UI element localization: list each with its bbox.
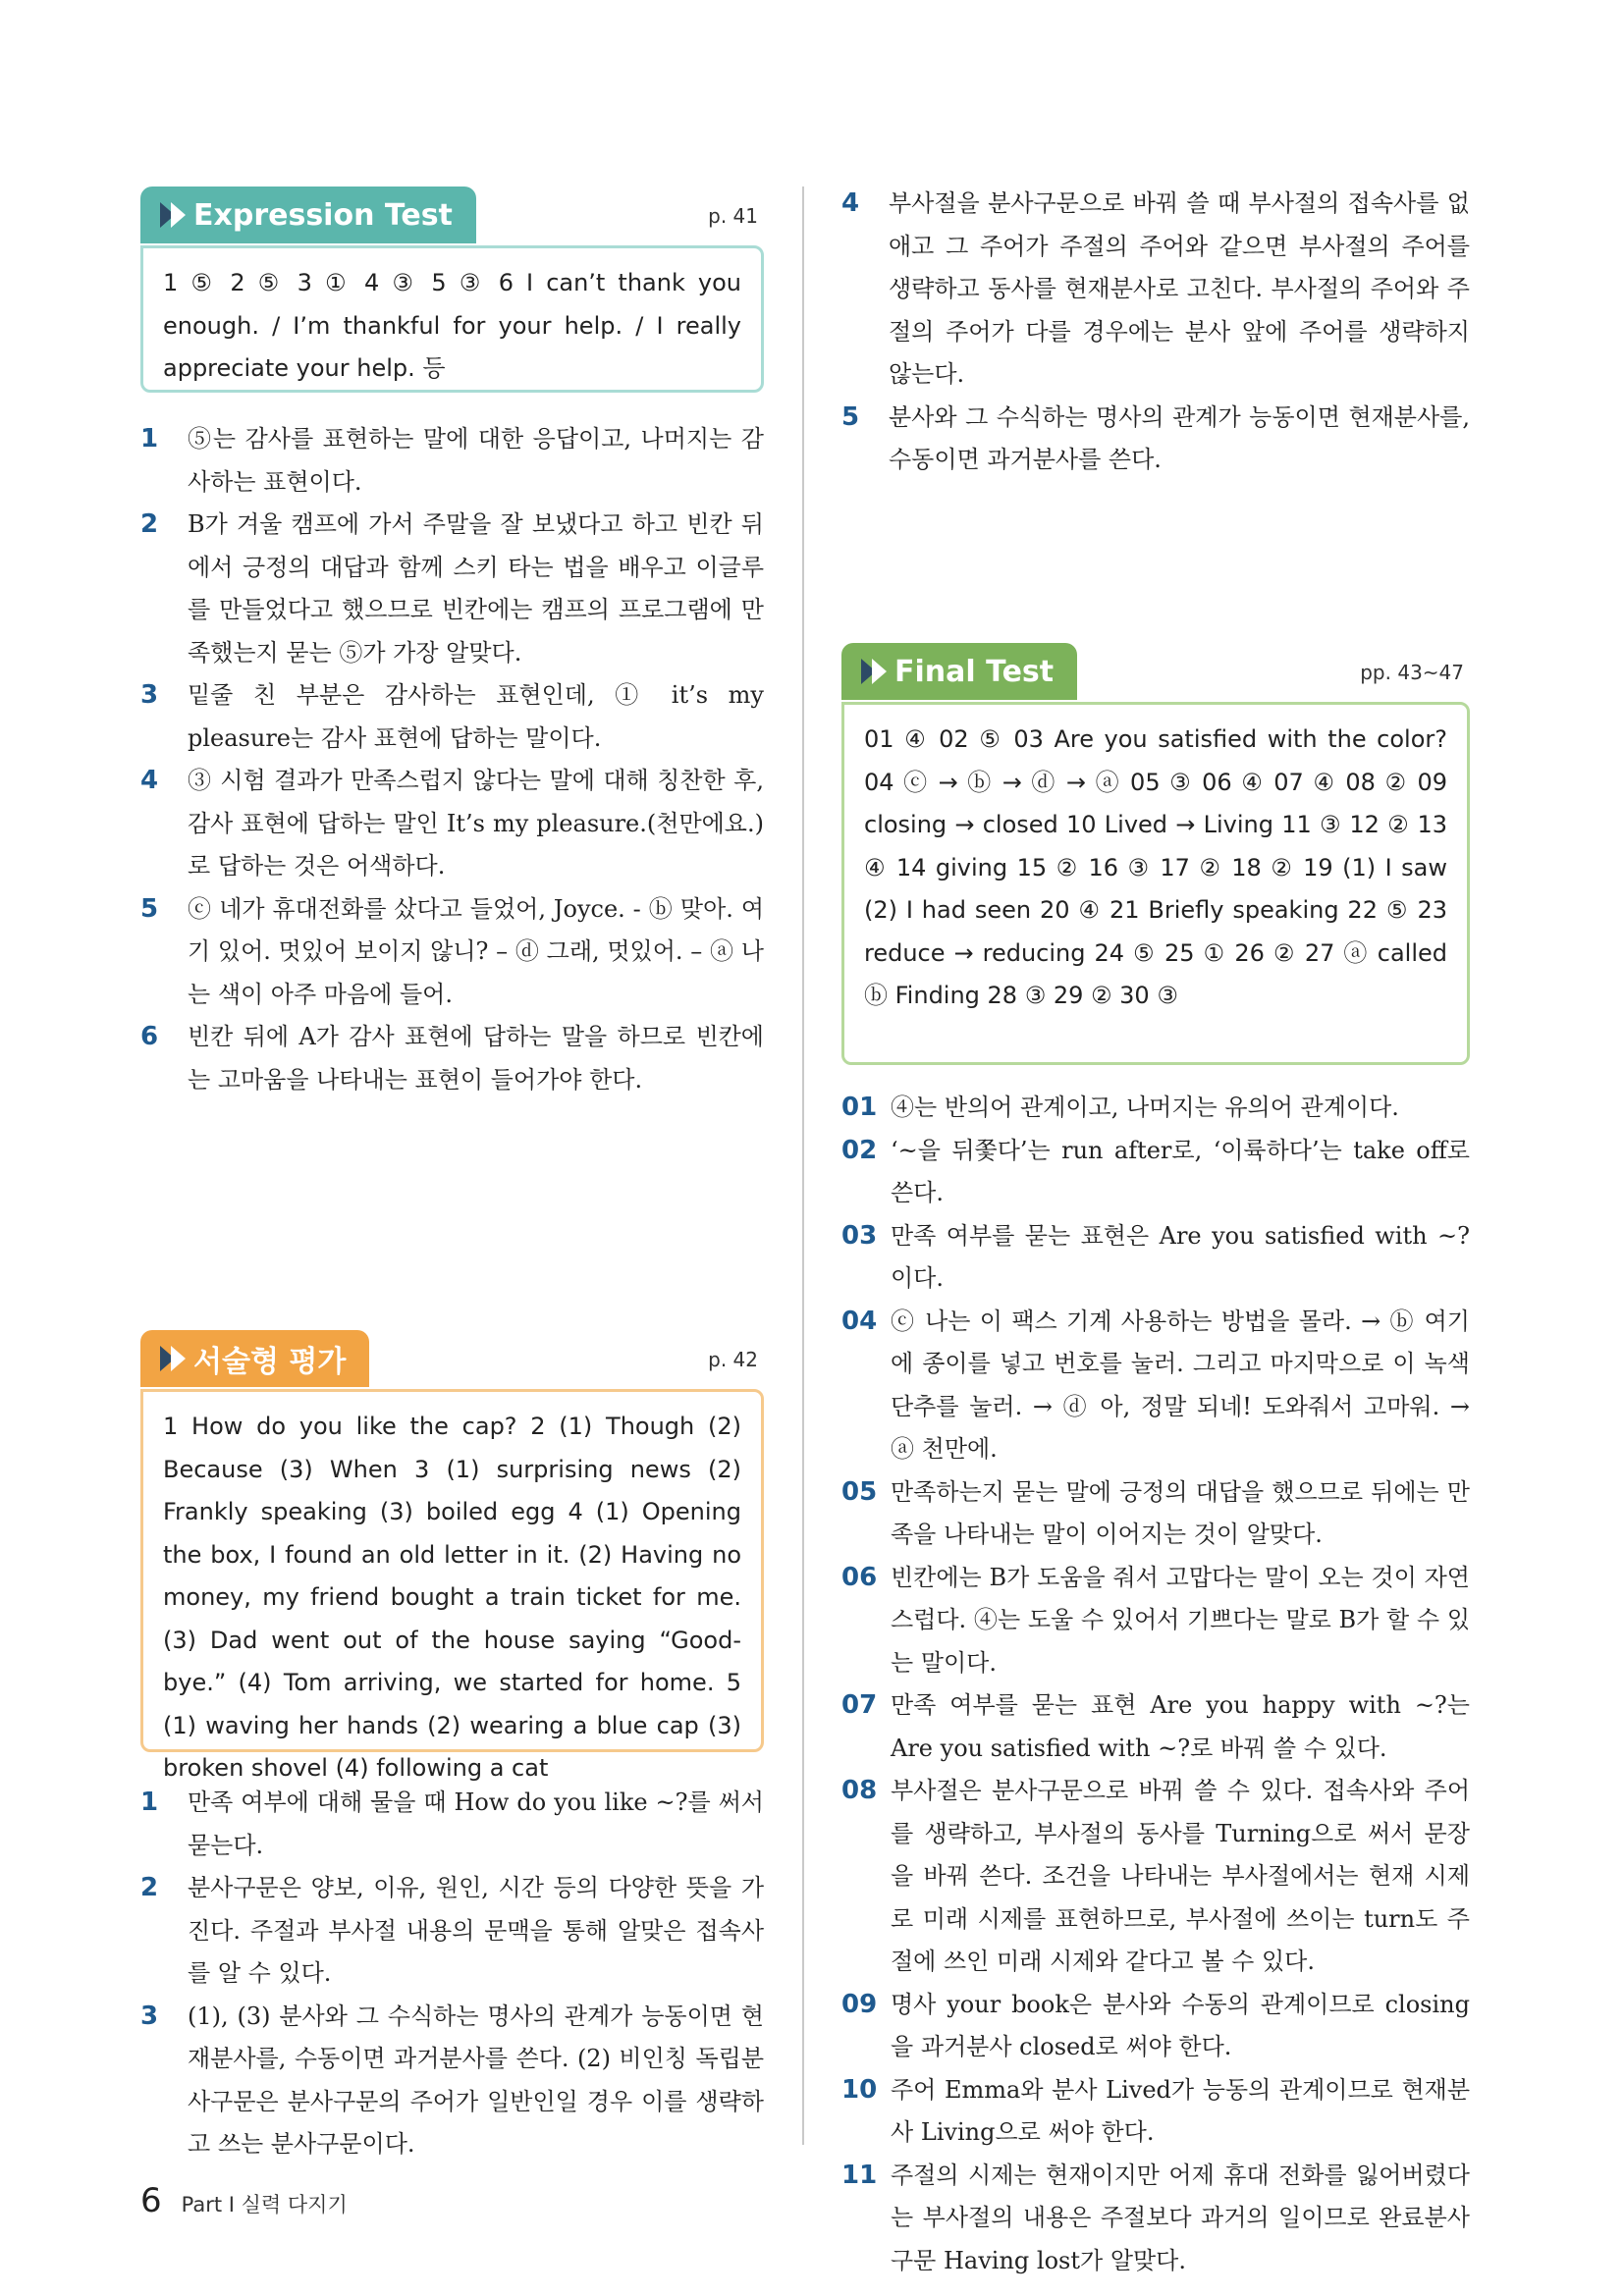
left-column-lower — [140, 1330, 764, 2166]
explanation-number: 08 — [841, 1776, 878, 1805]
explanation-number: 5 — [841, 401, 860, 432]
expression-test-explanations — [140, 418, 764, 1101]
explanation-text: (1), (3) 분사와 그 수식하는 명사의 관계가 능동이면 현재분사를, 수동이면 과거분사를 쓴다. (2) 비인칭 독립분사구문은 분사구문의 주어가 일반인일 경우 이를 생략하고 쓰는 분사구문이다. — [188, 2002, 764, 2158]
explanation-number: 1 — [140, 1788, 159, 1817]
explanation-number: 09 — [841, 1989, 878, 2019]
explanation-text: ③ 시험 결과가 만족스럽지 않다는 말에 대해 칭찬한 후, 감사 표현에 답하는 말인 It’s my pleasure.(천만에요.)로 답하는 것은 어색하다. — [188, 767, 764, 880]
expression-test-page-ref: p. 41 — [708, 204, 758, 228]
explanation-number: 6 — [140, 1022, 159, 1051]
explanation-item — [841, 2069, 1470, 2155]
explanation-item — [841, 397, 1470, 482]
explanation-item — [841, 1301, 1470, 1471]
explanation-item — [140, 504, 764, 674]
explanation-item — [841, 1130, 1470, 1215]
final-test-header — [841, 643, 1470, 702]
final-test-section — [841, 643, 1470, 1065]
explanation-item — [140, 674, 764, 760]
expression-test-header — [140, 187, 764, 245]
writing-eval-title: 서술형 평가 — [193, 1345, 347, 1379]
explanation-number: 03 — [841, 1220, 878, 1251]
explanation-text: ⑤는 감사를 표현하는 말에 대한 응답이고, 나머지는 감사하는 표현이다. — [188, 425, 764, 496]
final-test-explanations — [841, 1087, 1470, 2282]
explanation-text: ⓒ 나는 이 팩스 기계 사용하는 방법을 몰라. → ⓑ 여기에 종이를 넣고 번호를 눌러. 그리고 마지막으로 이 녹색 단추를 눌러. → ⓓ 아, 정말 되네! 도와줘서 고마워. → ⓐ 천만에. — [891, 1307, 1470, 1463]
expression-test-tab — [140, 187, 476, 243]
explanation-item — [140, 1782, 764, 1867]
explanation-text: 만족하는지 묻는 말에 긍정의 대답을 했으므로 뒤에는 만족을 나타내는 말이 이어지는 것이 알맞다. — [891, 1477, 1470, 1548]
explanation-item — [841, 2155, 1470, 2283]
right-column-top — [841, 183, 1470, 482]
final-test-answers: 01 ④ 02 ⑤ 03 Are you satisfied with the color? 04 ⓒ → ⓑ → ⓓ → ⓐ 05 ③ 06 ④ 07 ④ 08 ② 09 closing → closed 10 Lived → Living 11 ③ 12 ② 13 ④ 14 giving 15 ② 16 ③ 17 ② 18 ② 19 (1) I saw (2) I had seen 20 ④ 21 Briefly speaking 22 ⑤ 23 reduce → reducing 24 ⑤ 25 ① 26 ② 27 ⓐ called ⓑ Finding 28 ③ 29 ② 30 ③ — [841, 702, 1470, 1065]
explanation-item — [140, 1867, 764, 1996]
explanation-item — [140, 1016, 764, 1101]
explanation-item — [140, 888, 764, 1017]
page-footer — [140, 2181, 348, 2220]
double-chevron-icon — [160, 1346, 182, 1371]
explanation-number: 10 — [841, 2074, 878, 2105]
explanation-number: 06 — [841, 1562, 878, 1592]
explanation-number: 05 — [841, 1476, 878, 1507]
explanation-number: 01 — [841, 1093, 878, 1122]
explanation-number: 04 — [841, 1306, 878, 1336]
explanation-text: ⓒ 네가 휴대전화를 샀다고 들었어, Joyce. - ⓑ 맞아. 여기 있어. 멋있어 보이지 않니? – ⓓ 그래, 멋있어. – ⓐ 나는 색이 아주 마음에 들어. — [188, 894, 764, 1008]
explanation-item — [841, 1557, 1470, 1685]
explanation-item — [140, 1996, 764, 2166]
explanation-text: B가 겨울 캠프에 가서 주말을 잘 보냈다고 하고 빈칸 뒤에서 긍정의 대답과 함께 스키 타는 법을 배우고 이글루를 만들었다고 했으므로 빈칸에는 캠프의 프로그램에 만족했는지 묻는 ⑤가 가장 알맞다. — [188, 510, 764, 667]
explanation-item — [140, 760, 764, 888]
left-column — [140, 187, 764, 1101]
explanation-number: 2 — [140, 509, 159, 539]
explanation-item — [841, 1471, 1470, 1557]
explanation-number: 1 — [140, 424, 159, 454]
explanation-text: 분사와 그 수식하는 명사의 관계가 능동이면 현재분사를, 수동이면 과거분사를 쓴다. — [889, 402, 1470, 473]
explanation-number: 11 — [841, 2160, 878, 2190]
writing-eval-section — [140, 1330, 764, 1782]
explanation-text: 부사절은 분사구문으로 바꿔 쓸 수 있다. 접속사와 주어를 생략하고, 부사절의 동사를 Turning으로 써서 문장을 바꿔 쓴다. 조건을 나타내는 부사절에서는 현재 시제로 미래 시제를 표현하므로, 부사절에 쓰이는 turn도 주절에 쓰인 미래 시제와 같다고 볼 수 있다. — [891, 1777, 1470, 1975]
final-test-title: Final Test — [894, 654, 1055, 689]
writing-eval-explanations — [140, 1782, 764, 2166]
explanation-number: 4 — [140, 766, 159, 795]
explanation-item — [841, 1215, 1470, 1301]
column-divider — [802, 187, 804, 2145]
expression-test-title: Expression Test — [193, 197, 453, 233]
page-number: 6 — [140, 2181, 162, 2220]
explanation-number: 2 — [140, 1873, 159, 1902]
explanation-number: 02 — [841, 1135, 878, 1165]
explanation-number: 3 — [140, 2001, 159, 2031]
writing-eval-tab — [140, 1330, 369, 1387]
explanation-text: 빈칸에는 B가 도움을 줘서 고맙다는 말이 오는 것이 자연스럽다. ④는 도울 수 있어서 기쁘다는 말로 B가 할 수 있는 말이다. — [891, 1563, 1470, 1677]
explanation-text: 분사구문은 양보, 이유, 원인, 시간 등의 다양한 뜻을 가진다. 주절과 부사절 내용의 문맥을 통해 알맞은 접속사를 알 수 있다. — [188, 1874, 764, 1987]
writing-eval-explanations-cont — [841, 183, 1470, 482]
explanation-text: 만족 여부를 묻는 표현은 Are you satisfied with ~?이다. — [891, 1221, 1470, 1292]
explanation-text: 명사 your book은 분사와 수동의 관계이므로 closing을 과거분사 closed로 써야 한다. — [891, 1990, 1470, 2060]
explanation-item — [841, 183, 1470, 397]
final-test-tab — [841, 643, 1077, 700]
right-column-lower — [841, 643, 1470, 2282]
footer-label: Part I 실력 다지기 — [181, 2193, 348, 2216]
explanation-text: 빈칸 뒤에 A가 감사 표현에 답하는 말을 하므로 빈칸에는 고마움을 나타내는 표현이 들어가야 한다. — [188, 1023, 764, 1094]
explanation-text: ‘~을 뒤쫓다’는 run after로, ‘이륙하다’는 take off로 쓴다. — [891, 1136, 1470, 1206]
explanation-item — [841, 1770, 1470, 1984]
explanation-number: 3 — [140, 680, 159, 710]
explanation-text: 만족 여부를 묻는 표현 Are you happy with ~?는 Are you satisfied with ~?로 바꿔 쓸 수 있다. — [891, 1691, 1470, 1762]
explanation-text: 부사절을 분사구문으로 바꿔 쓸 때 부사절의 접속사를 없애고 그 주어가 주절의 주어와 같으면 부사절의 주어를 생략하고 동사를 현재분사로 고친다. 부사절의 주어와 주절의 주어가 다를 경우에는 분사 앞에 주어를 생략하지 않는다. — [889, 189, 1470, 388]
explanation-text: 주절의 시제는 현재이지만 어제 휴대 전화를 잃어버렸다는 부사절의 내용은 주절보다 과거의 일이므로 완료분사구문 Having lost가 알맞다. — [891, 2161, 1470, 2274]
explanation-number: 07 — [841, 1690, 878, 1720]
expression-test-section — [140, 187, 764, 393]
explanation-number: 5 — [140, 893, 159, 924]
writing-eval-answers: 1 How do you like the cap? 2 (1) Though (2) Because (3) When 3 (1) surprising news (2) Frankly speaking (3) boiled egg 4 (1) Opening the box, I found an old letter in it. (2) Having no money, my friend bought a train ticket for me. (3) Dad went out of the house saying “Good-bye.” (4) Tom arriving, we started for home. 5 (1) waving her hands (2) wearing a blue cap (3) broken shovel (4) following a cat — [140, 1389, 764, 1752]
expression-test-answers: 1 ⑤ 2 ⑤ 3 ① 4 ③ 5 ③ 6 I can’t thank you enough. / I’m thankful for your help. / I really appreciate your help. 등 — [140, 245, 764, 393]
explanation-text: ④는 반의어 관계이고, 나머지는 유의어 관계이다. — [891, 1094, 1399, 1121]
explanation-text: 밑줄 친 부분은 감사하는 표현인데, ① it’s my pleasure는 감사 표현에 답하는 말이다. — [188, 681, 764, 752]
double-chevron-icon — [861, 659, 883, 684]
writing-eval-header — [140, 1330, 764, 1389]
explanation-item — [841, 1087, 1470, 1130]
explanation-item — [841, 1984, 1470, 2069]
explanation-text: 주어 Emma와 분사 Lived가 능동의 관계이므로 현재분사 Living으로 써야 한다. — [891, 2075, 1470, 2146]
explanation-item — [841, 1684, 1470, 1770]
explanation-number: 4 — [841, 188, 860, 218]
explanation-text: 만족 여부에 대해 물을 때 How do you like ~?를 써서 묻는다. — [188, 1789, 764, 1859]
explanation-item — [140, 418, 764, 504]
writing-eval-page-ref: p. 42 — [708, 1348, 758, 1371]
final-test-page-ref: pp. 43~47 — [1360, 661, 1464, 684]
double-chevron-icon — [160, 202, 182, 228]
